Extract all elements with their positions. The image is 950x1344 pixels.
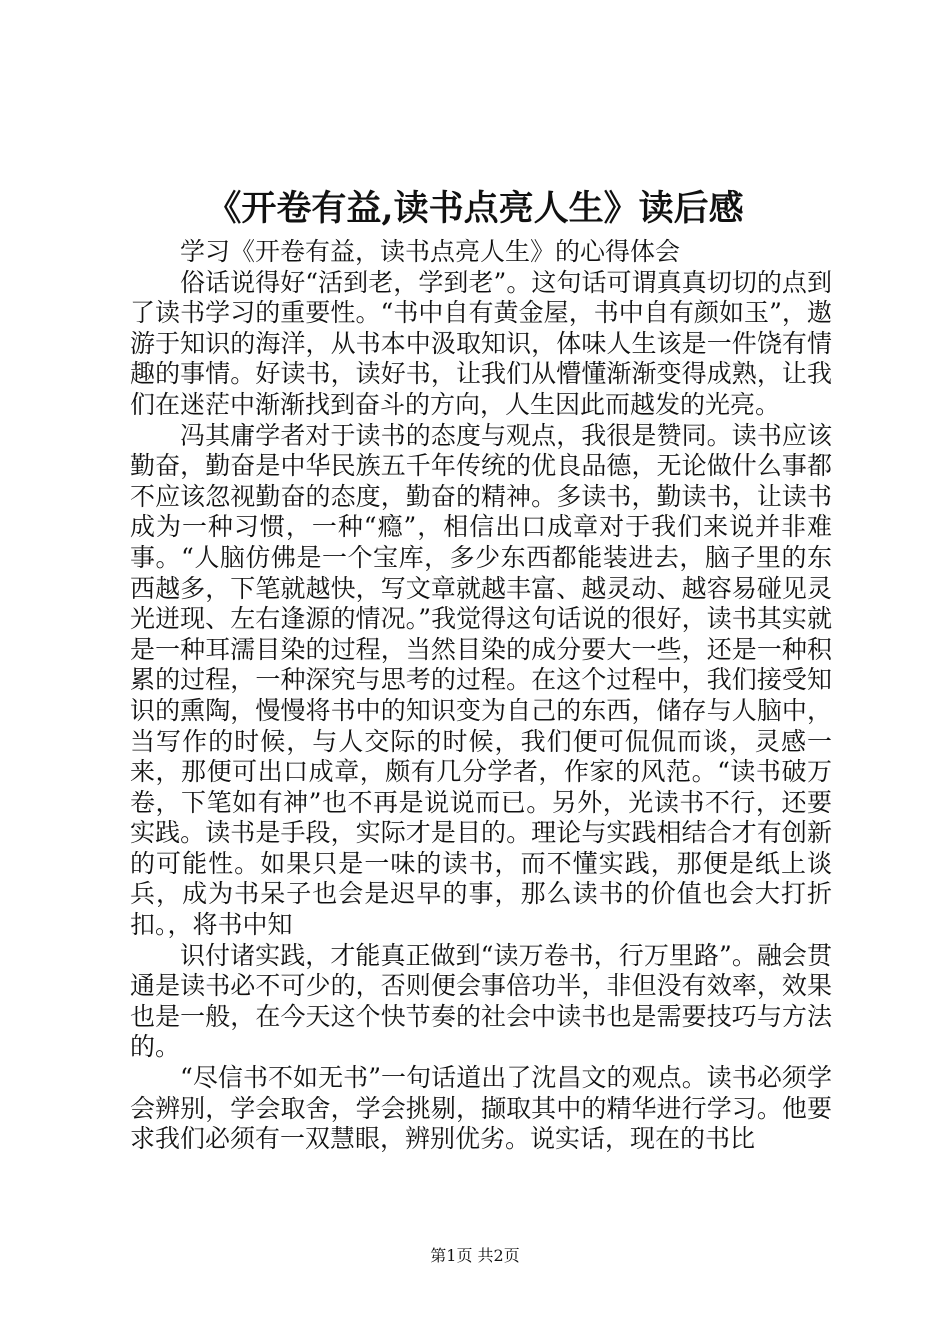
body-paragraph-1: 俗话说得好“活到老，学到老”。这句话可谓真真切切的点到了读书学习的重要性。“书中自有黄金屋，书中自有颜如玉”，遨游于知识的海洋，从书本中汲取知识，体味人生该是一件饶有情趣的事情。好读书，读好书，让我们从懵懂渐渐变得成熟，让我们在迷茫中渐渐找到奋斗的方向，人生因此而越发的光亮。 (130, 267, 832, 419)
page-number-footer: 第1页 共2页 (430, 1246, 520, 1265)
body-paragraph-2: 冯其庸学者对于读书的态度与观点，我很是赞同。读书应该勤奋，勤奋是中华民族五千年传统的优良品德，无论做什么事都不应该忽视勤奋的态度，勤奋的精神。多读书，勤读书，让读书成为一种习惯，一种“瘾”，相信出口成章对于我们来说并非难事。“人脑仿佛是一个宝库，多少东西都能装进去，脑子里的东西越多，下笔就越快，写文章就越丰富、越灵动、越容易碰见灵光迸现、左右逢源的情况。”我觉得这句话说的很好，读书其实就是一种耳濡目染的过程，当然目染的成分要大一些，还是一种积累的过程，一种深究与思考的过程。在这个过程中，我们接受知识的熏陶，慢慢将书中的知识变为自己的东西，储存与人脑中，当写作的时候，与人交际的时候，我们便可侃侃而谈，灵感一来，那便可出口成章，颇有几分学者，作家的风范。“读书破万卷，下笔如有神”也不再是说说而已。另外，光读书不行，还要实践。读书是手段，实际才是目的。理论与实践相结合才有创新的可能性。如果只是一味的读书，而不懂实践，那便是纸上谈兵，成为书呆子也会是迟早的事，那么读书的价值也会大打折扣。，将书中知 (130, 420, 832, 940)
body-paragraph-4: “尽信书不如无书”一句话道出了沈昌文的观点。读书必须学会辨别，学会取舍，学会挑剔，撷取其中的精华进行学习。他要求我们必须有一双慧眼，辨别优劣。说实话，现在的书比 (130, 1063, 832, 1154)
document-title: 《开卷有益,读书点亮人生》读后感 (206, 188, 744, 229)
subtitle-paragraph: 学习《开卷有益，读书点亮人生》的心得体会 (180, 237, 681, 266)
body-paragraph-3: 识付诸实践，才能真正做到“读万卷书，行万里路”。融会贯通是读书必不可少的，否则便会事倍功半，非但没有效率，效果也是一般，在今天这个快节奏的社会中读书也是需要技巧与方法的。 (130, 940, 832, 1062)
document-body (130, 237, 832, 1155)
